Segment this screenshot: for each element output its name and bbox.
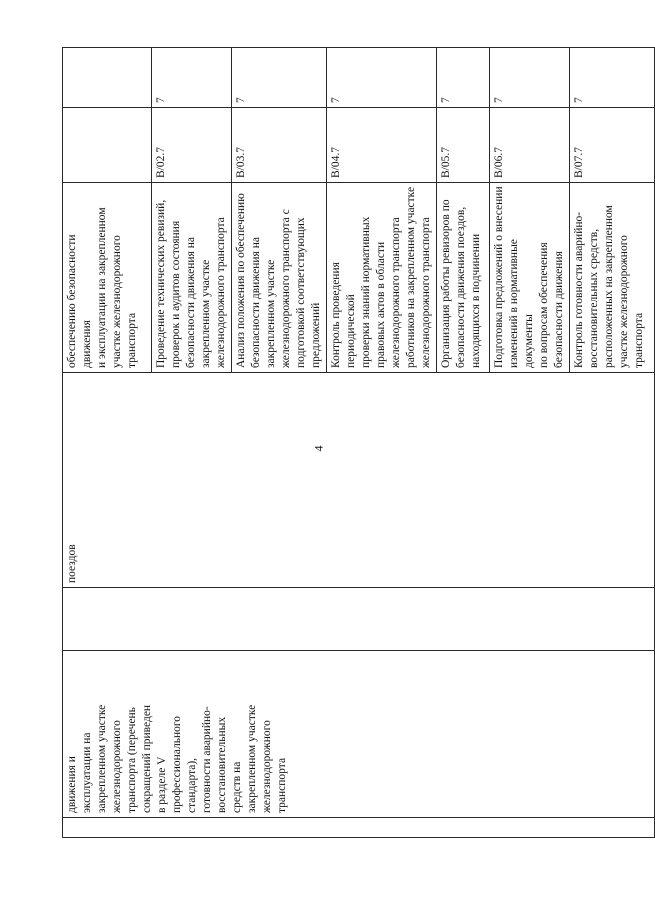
code-column-cell (63, 818, 655, 838)
labor-function-name-cell: Подготовка предложений о внесении изменений в нормативные документы по вопросам обеспечения безопасности движения (490, 183, 570, 373)
labor-function-code-cell: B/07.7 (570, 108, 655, 183)
labor-function-code-cell: B/06.7 (490, 108, 570, 183)
generalized-function-name-cell: движения и эксплуатации на закрепленном участке железнодорожного транспорта (перечень сокращений приведен в разделе V профессионального стандарта), готовности аварийно- восстановительных средств на закрепленном участке железнодорожного транспорта (63, 651, 655, 818)
labor-function-name-cell: Контроль готовности аварийно- восстановительных средств, расположенных на закрепленном участке железнодорожного транспорта (570, 183, 655, 373)
labor-function-name-cell: Контроль проведения периодической проверки знаний нормативных правовых актов в области железнодорожного транспорта работников на закрепленном участке железнодорожного транспорта (327, 183, 437, 373)
labor-function-name-cell: Организация работы ревизоров по безопасности движения поездов, находящихся в подчинении (437, 183, 490, 373)
labor-function-level-cell: 7 (152, 48, 232, 108)
labor-function-code-cell: B/05.7 (437, 108, 490, 183)
labor-function-group-cell: поездов (63, 373, 655, 588)
table-row (63, 48, 152, 838)
labor-function-level-cell: 7 (570, 48, 655, 108)
professional-functions-table (62, 48, 645, 838)
labor-function-code-cell: B/04.7 (327, 108, 437, 183)
labor-function-level-cell: 7 (490, 48, 570, 108)
labor-function-name-cell: обеспечению безопасности движения и эксплуатации на закрепленном участке железнодорожного транспорта (63, 183, 152, 373)
labor-function-code-cell: B/02.7 (152, 108, 232, 183)
labor-function-level-cell (63, 48, 152, 108)
labor-function-code-cell (63, 108, 152, 183)
labor-function-name-cell: Анализ положения по обеспечению безопасности движения на закрепленном участке железнодорожного транспорта с подготовкой соответствующих предложений (232, 183, 327, 373)
labor-function-code-cell: B/03.7 (232, 108, 327, 183)
labor-function-level-cell: 7 (232, 48, 327, 108)
labor-function-name-cell: Проведение технических ревизий, проверок и аудитов состояния безопасности движения на закрепленном участке железнодорожного транспорта (152, 183, 232, 373)
labor-function-level-cell: 7 (437, 48, 490, 108)
labor-function-level-cell: 7 (327, 48, 437, 108)
page-number: 4 (311, 445, 326, 452)
qualification-level-cell (63, 588, 655, 651)
